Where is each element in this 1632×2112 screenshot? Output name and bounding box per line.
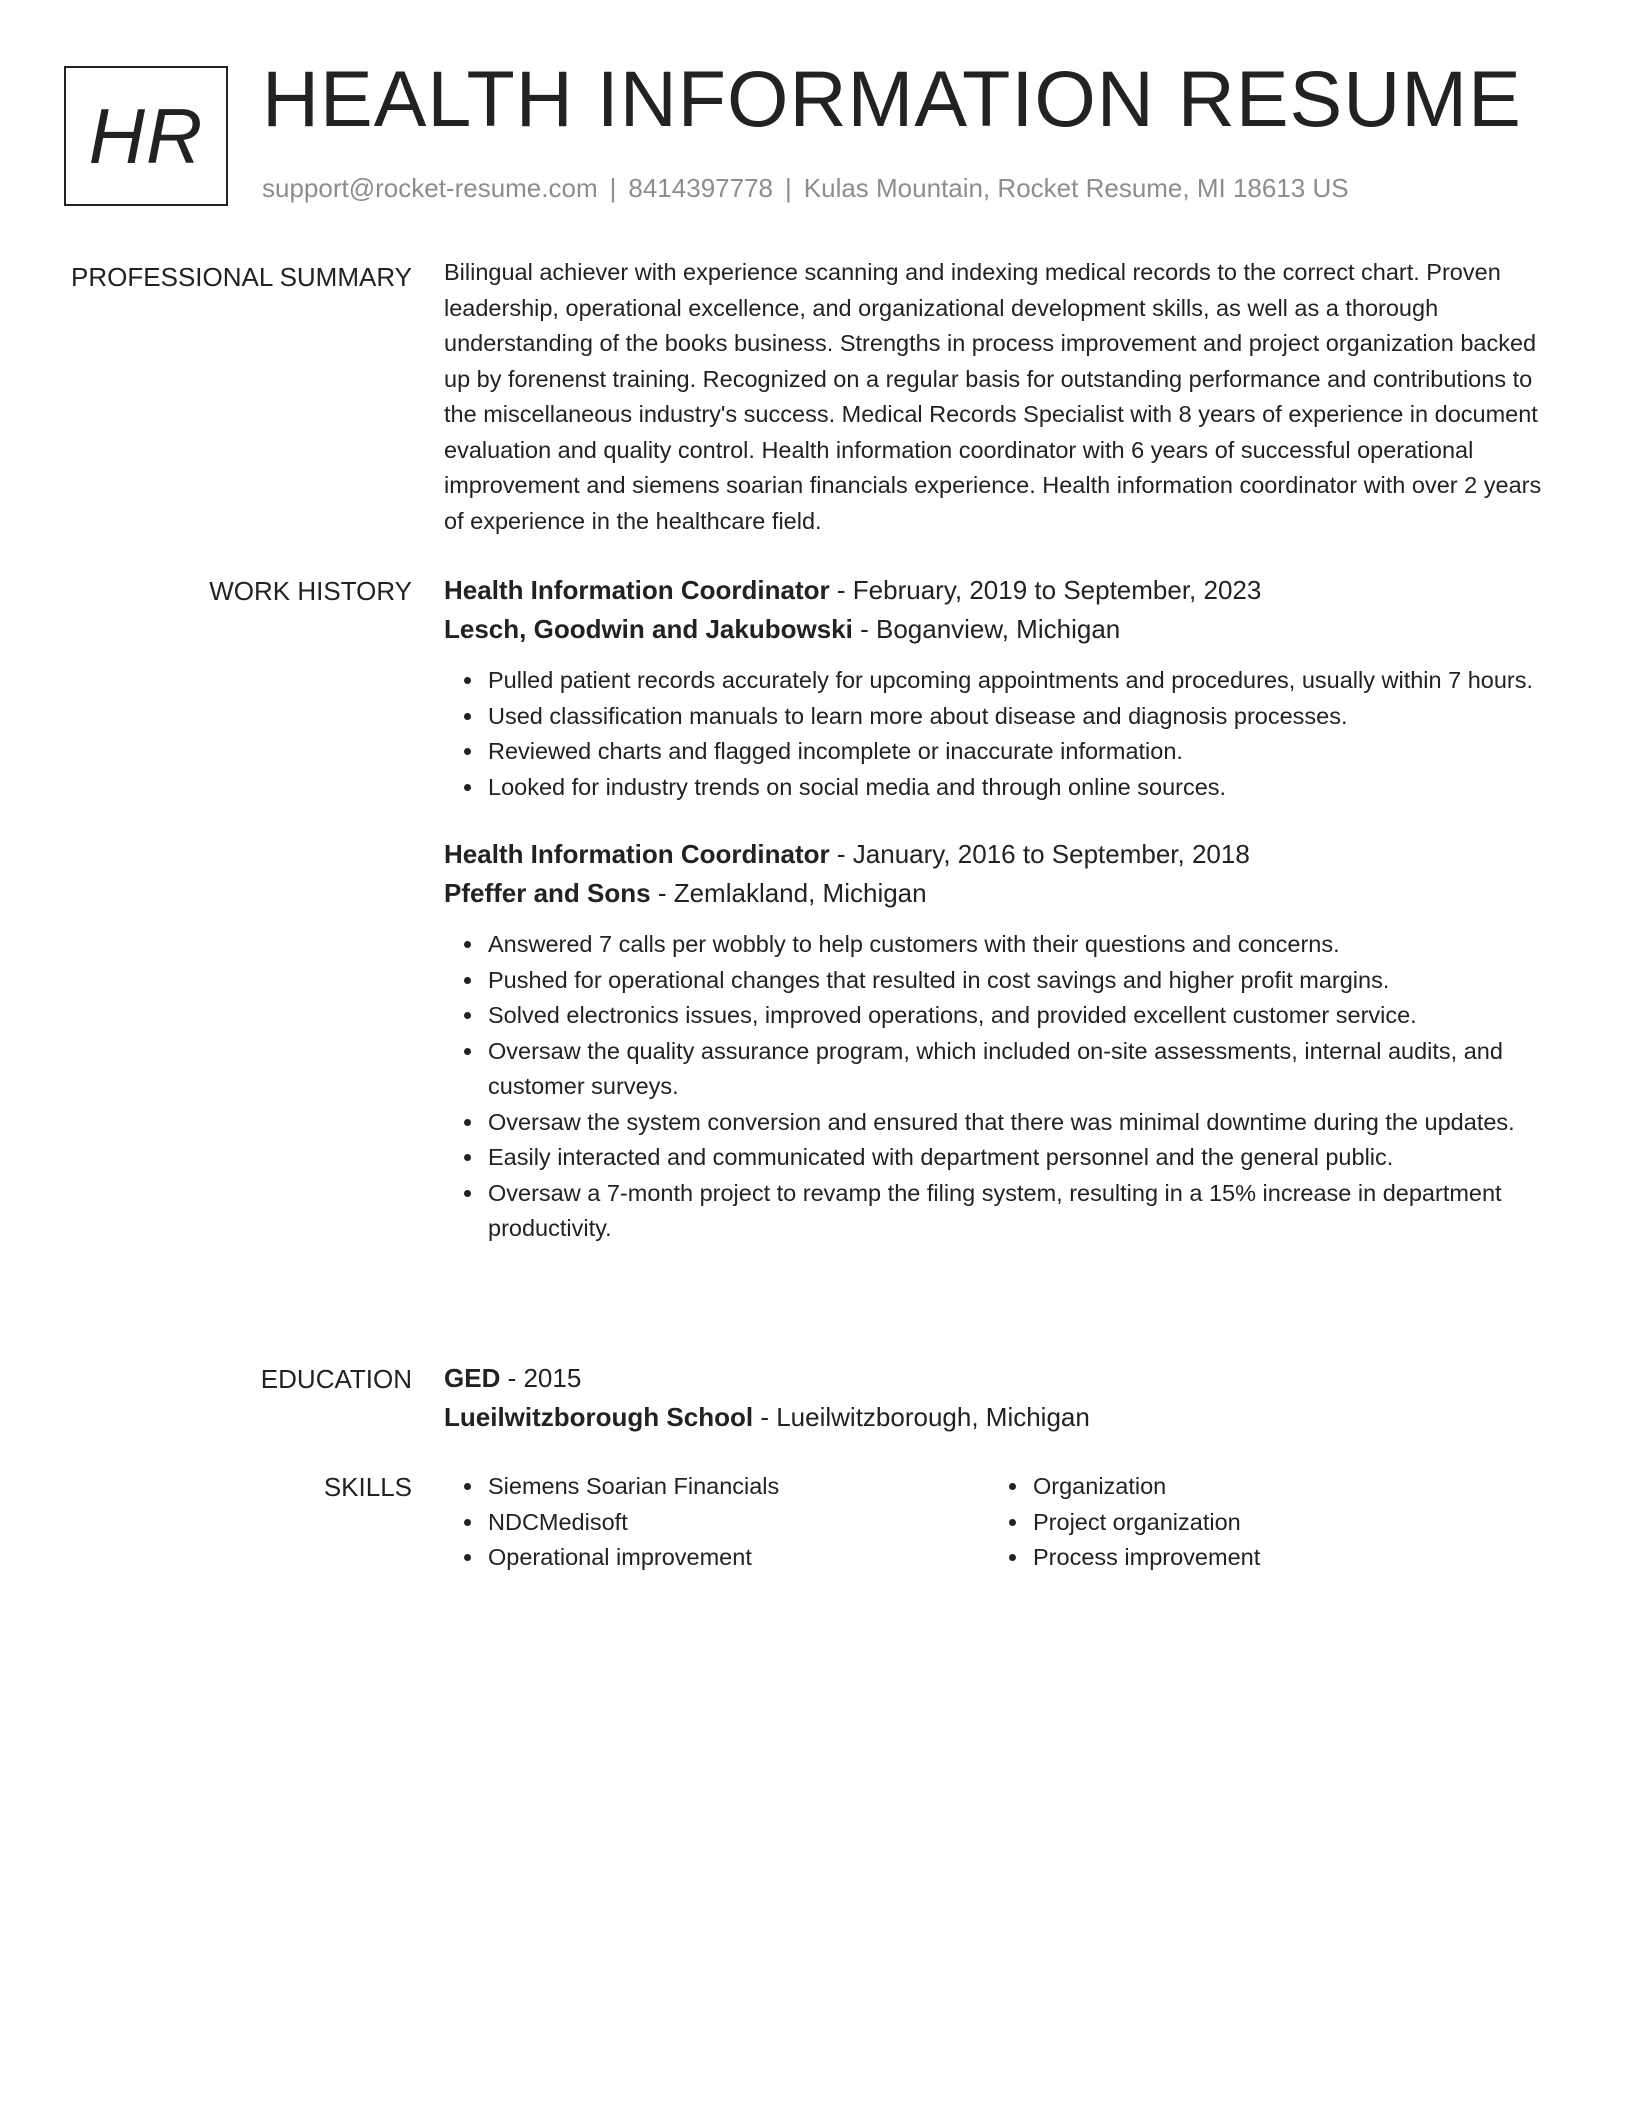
skill-item: Project organization (1033, 1505, 1534, 1541)
section-body-work-history (444, 571, 1556, 1247)
section-body-summary (444, 255, 1556, 539)
education-year: - 2015 (507, 1363, 582, 1393)
skill-item: Process improvement (1033, 1540, 1534, 1576)
list-item: Pulled patient records accurately for upcoming appointments and procedures, usually within 7 hours. (488, 663, 1556, 699)
job-employer-line (444, 874, 1556, 913)
list-item: Easily interacted and communicated with department personnel and the general public. (488, 1140, 1556, 1176)
page-title: HEALTH INFORMATION RESUME (262, 54, 1522, 143)
section-label-work-history: WORK HISTORY (209, 576, 412, 606)
section-label-education: EDUCATION (260, 1364, 412, 1394)
job-location: - Boganview, Michigan (860, 614, 1121, 644)
education-school-line (444, 1398, 1556, 1437)
list-item: Oversaw the system conversion and ensured that there was minimal downtime during the updates. (488, 1105, 1556, 1141)
education-degree-line (444, 1359, 1556, 1398)
skill-item: Organization (1033, 1469, 1534, 1505)
job-employer-line (444, 610, 1556, 649)
summary-text: Bilingual achiever with experience scanning and indexing medical records to the correct chart. Proven leadership, operational excellence, and organizational development skills, as well as a thorough understanding of the books business. Strengths in process improvement and project organization backed up by forenenst training. Recognized on a regular basis for outstanding performance and contributions to the miscellaneous industry's success. Medical Records Specialist with 8 years of experience in document evaluation and quality control. Health information coordinator with 6 years of successful operational improvement and siemens soarian financials experience. Health information coordinator with over 2 years of experience in the healthcare field. (444, 259, 1542, 534)
list-item: Answered 7 calls per wobbly to help customers with their questions and concerns. (488, 927, 1556, 963)
skills-list-right (989, 1469, 1534, 1576)
job-entry (444, 571, 1556, 805)
job-employer: Lesch, Goodwin and Jakubowski (444, 614, 853, 644)
job-dates: - February, 2019 to September, 2023 (836, 575, 1262, 605)
skill-item: NDCMedisoft (488, 1505, 989, 1541)
contact-line (262, 173, 1349, 204)
job-bullets (444, 927, 1556, 1247)
education-school: Lueilwitzborough School (444, 1402, 754, 1432)
contact-separator: | (609, 173, 617, 203)
section-body-skills (444, 1469, 1556, 1576)
job-dates: - January, 2016 to September, 2018 (836, 839, 1250, 869)
contact-phone: 8414397778 (628, 173, 773, 203)
contact-separator: | (785, 173, 792, 203)
education-location: - Lueilwitzborough, Michigan (760, 1402, 1090, 1432)
job-location: - Zemlakland, Michigan (657, 878, 927, 908)
section-label-skills: SKILLS (323, 1472, 412, 1502)
list-item: Looked for industry trends on social media and through online sources. (488, 770, 1556, 806)
contact-address: Kulas Mountain, Rocket Resume, MI 18613 US (803, 173, 1349, 203)
list-item: Oversaw the quality assurance program, which included on-site assessments, internal audits, and customer surveys. (488, 1034, 1556, 1105)
job-entry (444, 835, 1556, 1247)
skill-item: Siemens Soarian Financials (488, 1469, 989, 1505)
monogram-logo: HR (64, 66, 228, 206)
section-label-summary: PROFESSIONAL SUMMARY (71, 262, 412, 292)
job-title: Health Information Coordinator (444, 575, 830, 605)
list-item: Used classification manuals to learn more about disease and diagnosis processes. (488, 699, 1556, 735)
contact-email: support@rocket-resume.com (262, 173, 598, 203)
list-item: Solved electronics issues, improved operations, and provided excellent customer service. (488, 998, 1556, 1034)
skills-list-left (444, 1469, 989, 1576)
job-employer: Pfeffer and Sons (444, 878, 651, 908)
skills-grid (444, 1469, 1556, 1576)
skill-item: Operational improvement (488, 1540, 989, 1576)
job-title-line (444, 571, 1556, 610)
job-bullets (444, 663, 1556, 805)
education-degree: GED (444, 1363, 501, 1393)
job-title-line (444, 835, 1556, 874)
job-title: Health Information Coordinator (444, 839, 830, 869)
section-body-education (444, 1359, 1556, 1437)
list-item: Reviewed charts and flagged incomplete or inaccurate information. (488, 734, 1556, 770)
list-item: Pushed for operational changes that resulted in cost savings and higher profit margins. (488, 963, 1556, 999)
list-item: Oversaw a 7-month project to revamp the filing system, resulting in a 15% increase in department productivity. (488, 1176, 1556, 1247)
